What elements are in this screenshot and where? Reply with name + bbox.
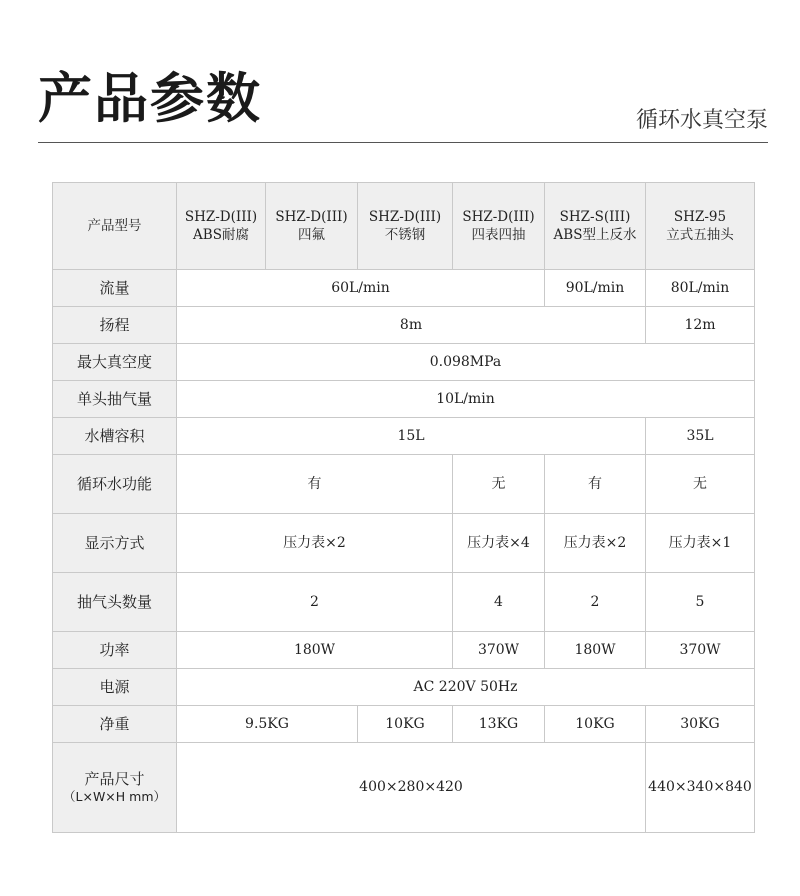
size-value: 400×280×420 — [177, 743, 646, 833]
pumping-row — [53, 381, 755, 418]
display-value: 压力表×4 — [453, 514, 545, 573]
flow-value: 90L/min — [545, 270, 646, 307]
model-header-cell — [646, 183, 755, 270]
vacuum-row — [53, 344, 755, 381]
power-value: 180W — [177, 632, 453, 669]
model-code: SHZ-D(III) — [184, 208, 258, 225]
power-value: 370W — [646, 632, 755, 669]
display-value: 压力表×2 — [545, 514, 646, 573]
row-label-vacuum: 最大真空度 — [53, 344, 177, 381]
supply-row — [53, 669, 755, 706]
row-label-weight: 净重 — [53, 706, 177, 743]
heads-value: 5 — [646, 573, 755, 632]
flow-row — [53, 270, 755, 307]
weight-value: 9.5KG — [177, 706, 358, 743]
weight-value: 10KG — [545, 706, 646, 743]
page-title: 产品参数 — [38, 67, 262, 130]
model-code: SHZ-D(III) — [462, 208, 535, 225]
heads-value: 4 — [453, 573, 545, 632]
size-unit-label: （L×W×H mm） — [63, 789, 166, 805]
heads-value: 2 — [177, 573, 453, 632]
model-header-cell — [266, 183, 358, 270]
model-header-cell — [177, 183, 266, 270]
display-value: 压力表×1 — [646, 514, 755, 573]
row-label-supply: 电源 — [53, 669, 177, 706]
row-label-size — [53, 743, 177, 833]
model-header-row — [53, 183, 755, 270]
row-label-model: 产品型号 — [53, 183, 177, 270]
weight-value: 13KG — [453, 706, 545, 743]
circulation-row — [53, 455, 755, 514]
tank-value: 35L — [646, 418, 755, 455]
row-label-circulation: 循环水功能 — [53, 455, 177, 514]
display-row — [53, 514, 755, 573]
model-header-cell — [358, 183, 453, 270]
model-code: SHZ-D(III) — [368, 208, 442, 225]
circulation-value: 有 — [545, 455, 646, 514]
tank-value: 15L — [177, 418, 646, 455]
vacuum-value: 0.098MPa — [177, 344, 755, 381]
power-value: 180W — [545, 632, 646, 669]
model-header-cell — [453, 183, 545, 270]
power-row — [53, 632, 755, 669]
row-label-power: 功率 — [53, 632, 177, 669]
model-variant: 四氟 — [298, 227, 325, 243]
row-label-tank: 水槽容积 — [53, 418, 177, 455]
head-value: 8m — [177, 307, 646, 344]
flow-value: 80L/min — [646, 270, 755, 307]
power-value: 370W — [453, 632, 545, 669]
row-label-heads: 抽气头数量 — [53, 573, 177, 632]
size-label: 产品尺寸 — [84, 769, 145, 788]
display-value: 压力表×2 — [177, 514, 453, 573]
spec-table — [52, 182, 755, 833]
flow-value: 60L/min — [177, 270, 545, 307]
circulation-value: 无 — [646, 455, 755, 514]
row-label-flow: 流量 — [53, 270, 177, 307]
model-code: SHZ-95 — [673, 208, 727, 225]
model-header-cell — [545, 183, 646, 270]
model-variant: ABS耐腐 — [193, 227, 249, 243]
model-variant: 不锈钢 — [384, 227, 426, 243]
circulation-value: 无 — [453, 455, 545, 514]
size-value: 440×340×840 — [646, 743, 755, 833]
row-label-pumping: 单头抽气量 — [53, 381, 177, 418]
weight-value: 30KG — [646, 706, 755, 743]
model-variant: 四表四抽 — [471, 227, 526, 243]
pumping-value: 10L/min — [177, 381, 755, 418]
row-label-display: 显示方式 — [53, 514, 177, 573]
product-subtitle: 循环水真空泵 — [635, 108, 768, 133]
header-divider — [38, 142, 768, 143]
model-variant: ABS型上反水 — [553, 227, 637, 243]
supply-value: AC 220V 50Hz — [177, 669, 755, 706]
head-row — [53, 307, 755, 344]
heads-row — [53, 573, 755, 632]
tank-row — [53, 418, 755, 455]
model-code: SHZ-S(III) — [559, 208, 631, 225]
heads-value: 2 — [545, 573, 646, 632]
weight-row — [53, 706, 755, 743]
row-label-head: 扬程 — [53, 307, 177, 344]
size-row — [53, 743, 755, 833]
head-value: 12m — [646, 307, 755, 344]
model-variant: 立式五抽头 — [666, 227, 734, 243]
circulation-value: 有 — [177, 455, 453, 514]
model-code: SHZ-D(III) — [275, 208, 348, 225]
weight-value: 10KG — [358, 706, 453, 743]
